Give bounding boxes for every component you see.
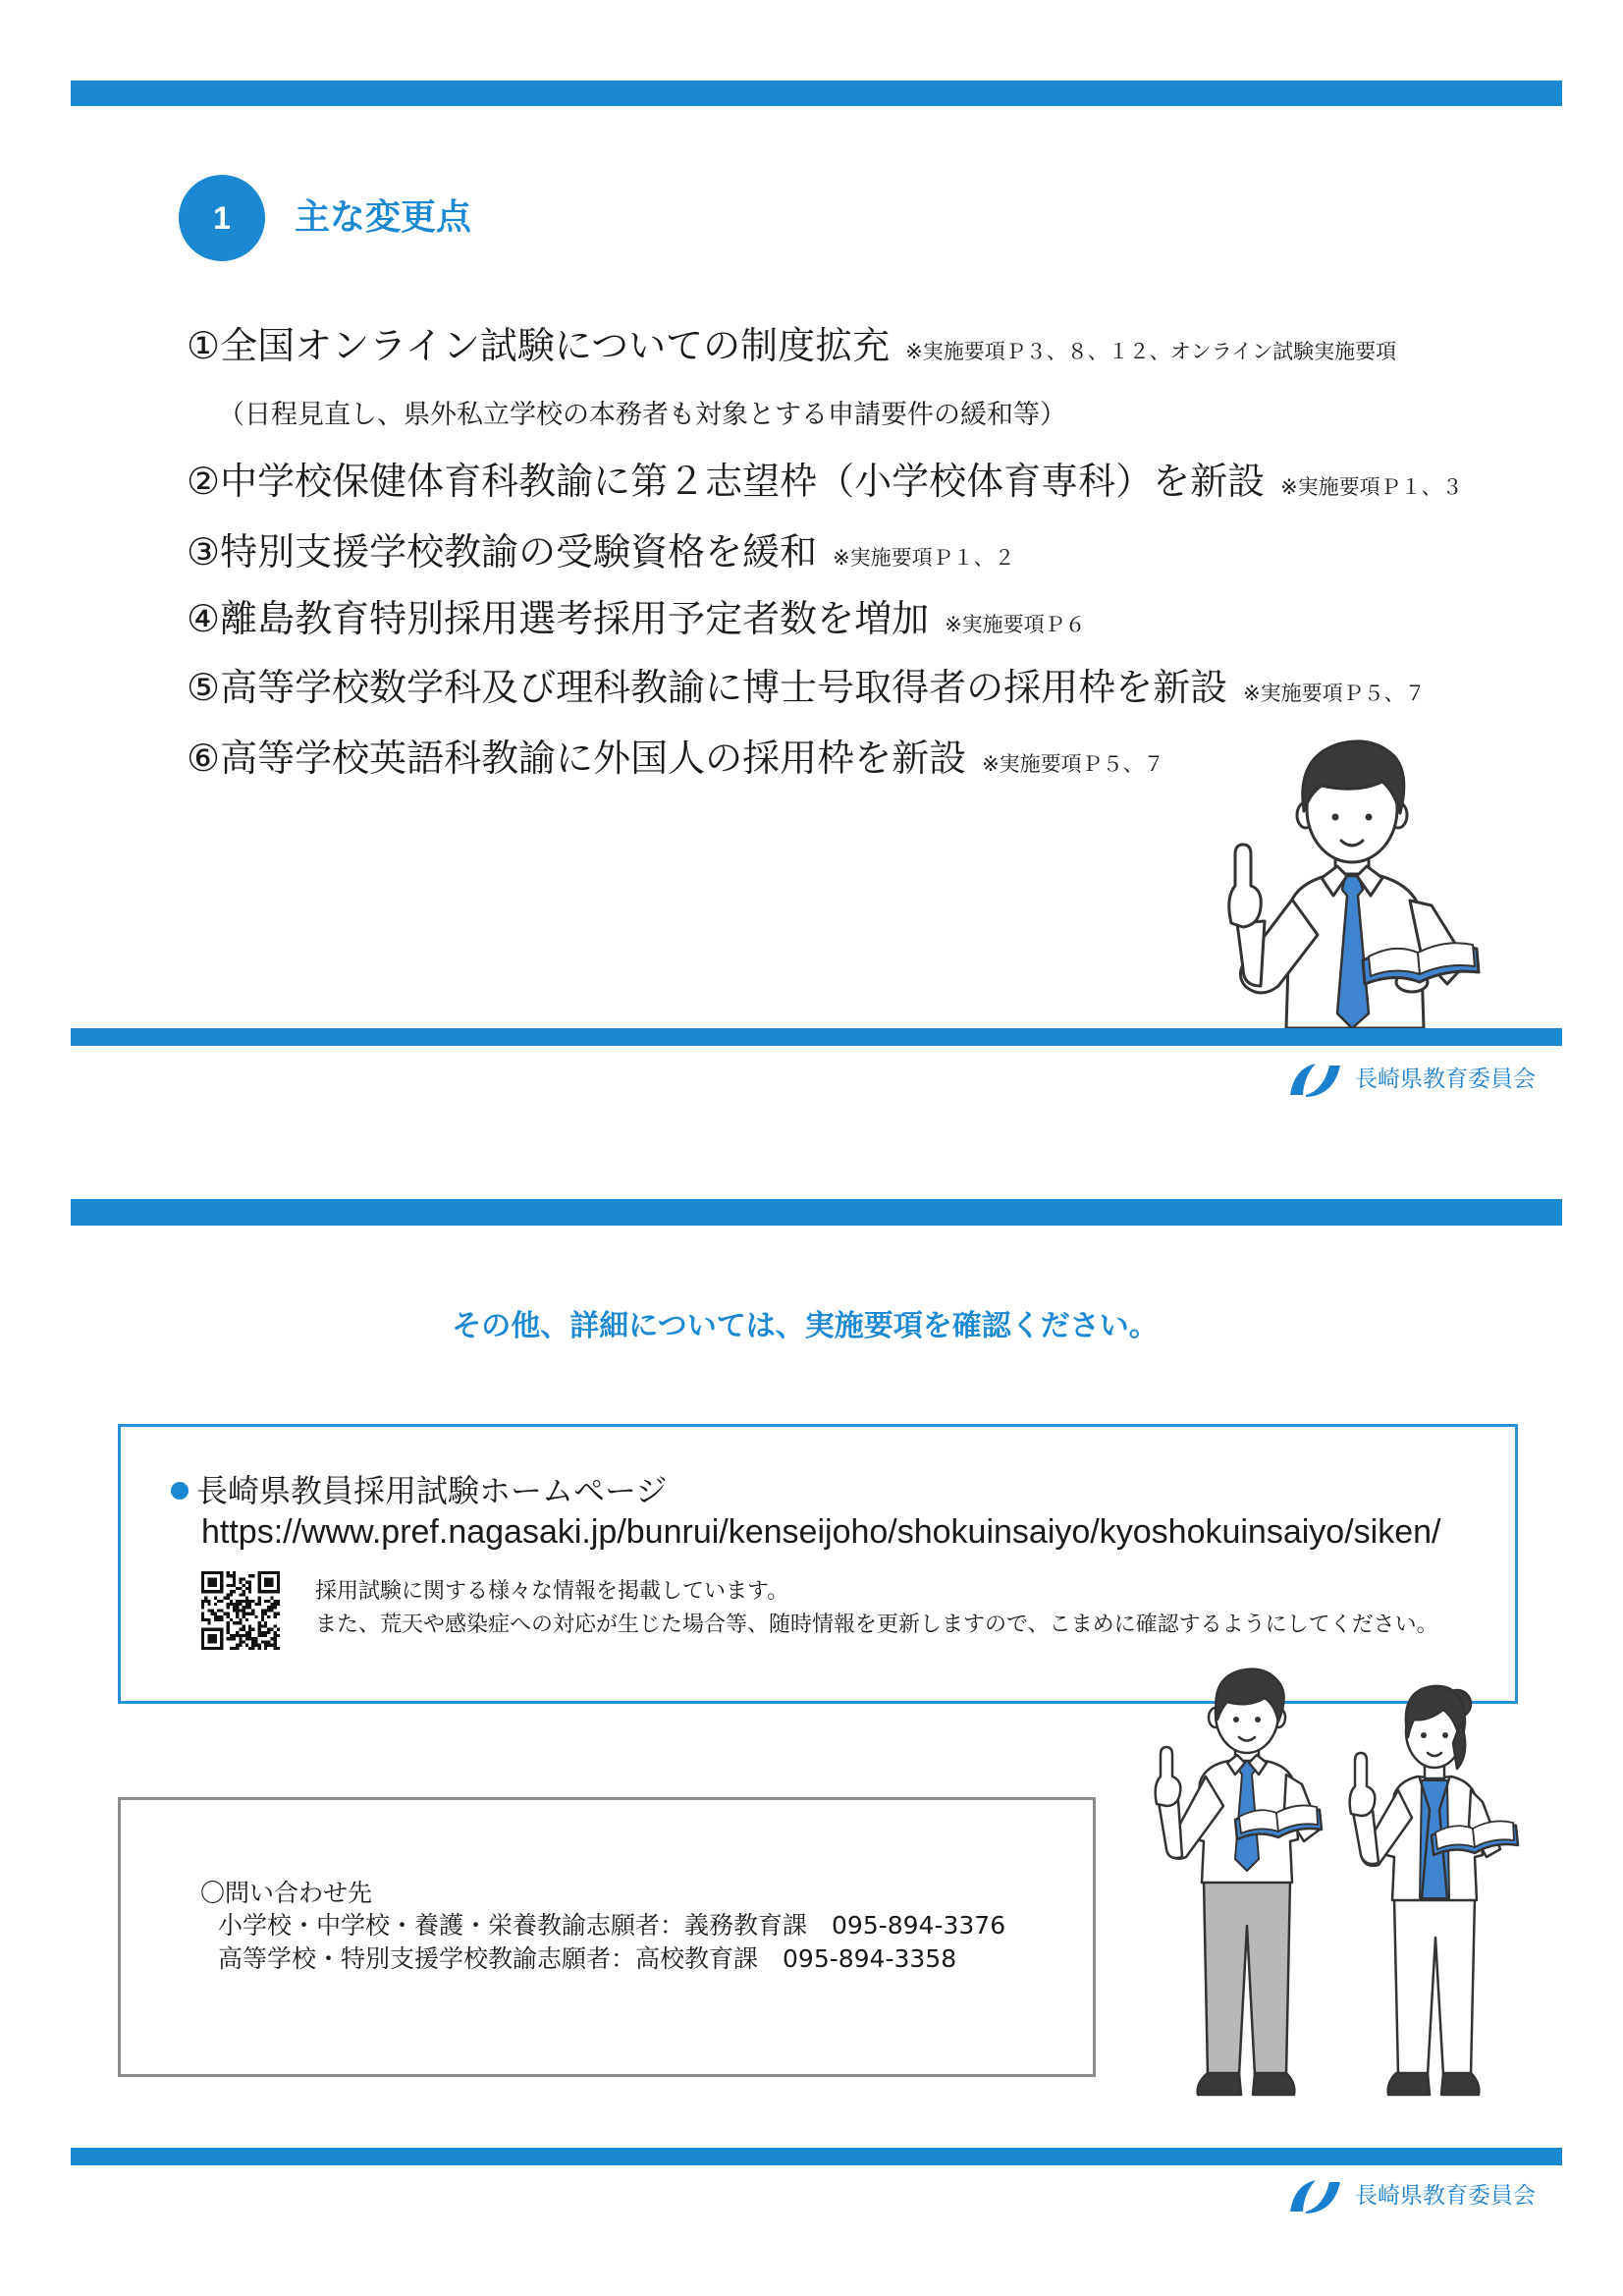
change-item-1: [187, 322, 1396, 375]
change-item-2: [187, 458, 1463, 511]
pointing-hand-icon: [1229, 845, 1262, 927]
change-item-reference: ※実施要項Ｐ５、７: [982, 752, 1164, 776]
contact-line: 小学校・中学校・養護・栄養教諭志願者：義務教育課 095-894-3376: [218, 1911, 1006, 1940]
male-eye: [1233, 1717, 1239, 1722]
qr-code-icon[interactable]: [201, 1571, 280, 1650]
homepage-title: 長崎県教員採用試験ホームページ: [196, 1472, 668, 1509]
organization-logo: [1286, 2177, 1536, 2214]
change-item-5: [187, 664, 1426, 717]
change-item-text: ④離島教育特別採用選考採用予定者数を増加: [187, 597, 930, 640]
change-item-6: [187, 735, 1164, 788]
change-item-3: [187, 528, 1015, 581]
details-notice: その他、詳細については、実施要項を確認ください。: [452, 1309, 1159, 1343]
bullet-dot-icon: [171, 1482, 189, 1500]
female-pants: [1394, 1898, 1475, 2075]
teacher-eye: [1332, 814, 1339, 821]
male-shoe: [1253, 2073, 1294, 2095]
bottom-footer-bar: [71, 2148, 1562, 2165]
change-item-reference: ※実施要項Ｐ１、２: [833, 546, 1015, 570]
change-item-text: ①全国オンライン試験についての制度拡充: [187, 324, 891, 367]
female-shoe: [1388, 2073, 1430, 2095]
organization-name: 長崎県教育委員会: [1355, 1066, 1536, 1092]
male-teacher-figure: [1156, 1669, 1322, 2095]
contact-line: 高等学校・特別支援学校教諭志願者：高校教育課 095-894-3358: [218, 1944, 957, 1973]
change-item-text: ②中学校保健体育科教諭に第２志望枠（小学校体育専科）を新設: [187, 460, 1266, 503]
pointing-hand-icon: [1350, 1753, 1376, 1816]
male-eye: [1255, 1717, 1261, 1722]
change-item-reference: ※実施要項Ｐ１、３: [1280, 475, 1463, 499]
homepage-url-link[interactable]: https://www.pref.nagasaki.jp/bunrui/kenseijoho/shokuinsaiyo/kyoshokuinsaiyo/siken/: [201, 1513, 1441, 1551]
change-item-text: ⑥高等学校英語科教諭に外国人の採用枠を新設: [187, 737, 967, 780]
homepage-description-line: 採用試験に関する様々な情報を掲載しています。: [315, 1579, 789, 1604]
female-shoe: [1441, 2073, 1479, 2095]
change-item-4: [187, 595, 1086, 648]
organization-logo: [1286, 1061, 1536, 1098]
section-heading: 主な変更点: [295, 197, 472, 238]
teacher-illustration: [1200, 729, 1485, 1028]
pointing-hand-icon: [1156, 1747, 1181, 1806]
female-teacher-figure: [1350, 1686, 1518, 2095]
male-left-forearm: [1159, 1800, 1182, 1858]
change-item-reference: ※実施要項Ｐ３、８、１２、オンライン試験実施要項: [905, 340, 1397, 363]
change-item-reference: ※実施要項Ｐ５、７: [1243, 682, 1426, 705]
teacher-eye: [1366, 814, 1373, 821]
female-eye: [1442, 1732, 1448, 1738]
contact-title: 〇問い合わせ先: [200, 1879, 373, 1907]
change-item-1-detail: （日程見直し、県外私立学校の本務者も対象とする申請要件の緩和等）: [218, 400, 1066, 430]
female-eye: [1421, 1732, 1427, 1738]
second-header-bar: [71, 1199, 1562, 1226]
organization-name: 長崎県教育委員会: [1355, 2183, 1536, 2209]
change-item-reference: ※実施要項Ｐ６: [945, 613, 1086, 636]
male-shoe: [1198, 2073, 1241, 2095]
change-item-text: ③特別支援学校教諭の受験資格を緩和: [187, 530, 818, 574]
female-left-forearm: [1353, 1810, 1379, 1864]
change-item-text: ⑤高等学校数学科及び理科教諭に博士号取得者の採用枠を新設: [187, 666, 1228, 709]
top-header-bar: [71, 81, 1562, 106]
prefecture-logo-icon: [1286, 2177, 1341, 2214]
section-divider-bar: [71, 1028, 1562, 1046]
homepage-description-line: また、荒天や感染症への対応が生じた場合等、随時情報を更新しますので、こまめに確認するようにしてください。: [315, 1613, 1438, 1637]
section-number: 1: [213, 199, 231, 236]
teachers-pair-illustration: [1137, 1663, 1520, 2114]
section-number-badge: [179, 175, 265, 261]
male-pants: [1204, 1881, 1290, 2075]
prefecture-logo-icon: [1286, 1061, 1341, 1098]
